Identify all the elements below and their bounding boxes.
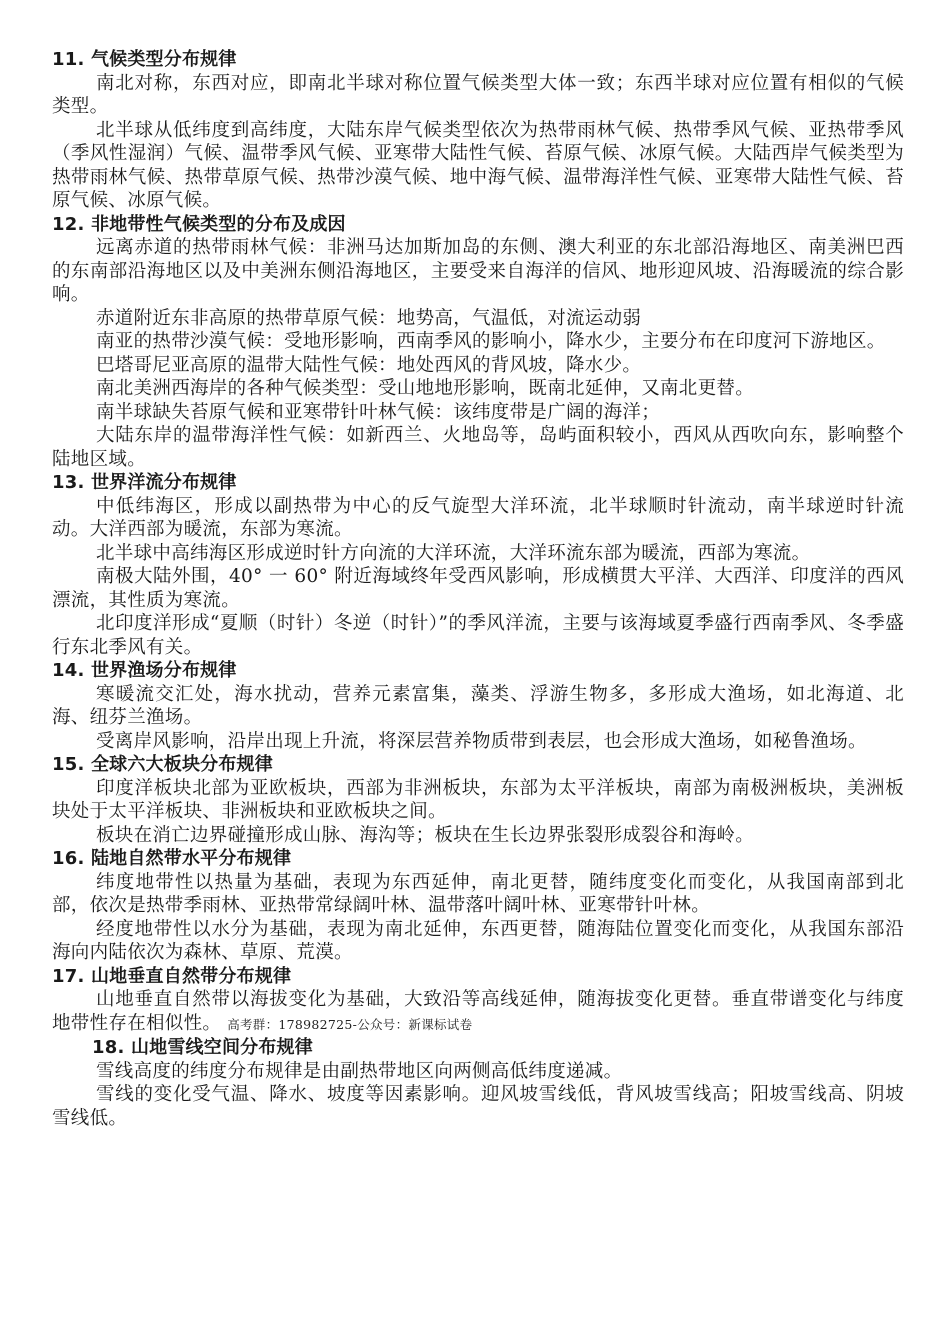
- section-title-13: 13. 世界洋流分布规律: [52, 472, 237, 493]
- paragraph: 中低纬海区，形成以副热带为中心的反气旋型大洋环流，北半球顺时针流动，南半球逆时针流动。大洋西部为暖流，东部为寒流。: [52, 495, 904, 540]
- paragraph: 北半球中高纬海区形成逆时针方向流的大洋环流，大洋环流东部为暖流，西部为寒流。: [96, 542, 811, 564]
- section-title-14: 14. 世界渔场分布规律: [52, 660, 237, 681]
- section-title-11: 11. 气候类型分布规律: [52, 49, 237, 70]
- section-title-15: 15. 全球六大板块分布规律: [52, 754, 273, 775]
- paragraph: 纬度地带性以热量为基础，表现为东西延伸，南北更替，随纬度变化而变化，从我国南部到北部，依次是热带季雨林、亚热带常绿阔叶林、温带落叶阔叶林、亚寒带针叶林。: [52, 871, 904, 916]
- paragraph: 南半球缺失苔原气候和亚寒带针叶林气候：该纬度带是广阔的海洋；: [96, 401, 661, 423]
- section-title-12: 12. 非地带性气候类型的分布及成因: [52, 213, 346, 235]
- paragraph: 寒暖流交汇处，海水扰动，营养元素富集，藻类、浮游生物多，多形成大渔场，如北海道、北海、纽芬兰渔场。: [52, 683, 904, 728]
- paragraph: 南亚的热带沙漠气候：受地形影响，西南季风的影响小，降水少，主要分布在印度河下游地区。: [96, 331, 886, 352]
- paragraph: 南北对称，东西对应，即南北半球对称位置气候类型大体一致；东西半球对应位置有相似的气候类型。: [52, 72, 904, 117]
- section-title-16: 16. 陆地自然带水平分布规律: [52, 848, 292, 869]
- paragraph: 板块在消亡边界碰撞形成山脉、海沟等；板块在生长边界张裂形成裂谷和海岭。: [96, 824, 755, 846]
- watermark-note: 高考群：178982725-公众号：新课标试卷: [227, 1016, 473, 1032]
- paragraph: 巴塔哥尼亚高原的温带大陆性气候：地处西风的背风坡，降水少。: [96, 354, 642, 376]
- paragraph: 大陆东岸的温带海洋性气候：如新西兰、火地岛等，岛屿面积较小，西风从西吹向东，影响整个陆地区域。: [52, 425, 904, 470]
- paragraph-text: 山地垂直自然带以海拔变化为基础，大致沿等高线延伸，随海拔变化更替。垂直带谱变化与纬度地带性存在相似性。: [52, 989, 904, 1034]
- paragraph: 南极大陆外围，40° 一 60° 附近海域终年受西风影响，形成横贯大平洋、大西洋、印度洋的西风漂流，其性质为寒流。: [52, 566, 904, 611]
- paragraph: 印度洋板块北部为亚欧板块，西部为非洲板块，东部为太平洋板块，南部为南极洲板块，美洲板块处于太平洋板块、非洲板块和亚欧板块之间。: [52, 777, 904, 822]
- paragraph: 受离岸风影响，沿岸出现上升流，将深层营养物质带到表层，也会形成大渔场，如秘鲁渔场。: [96, 730, 867, 752]
- paragraph: 经度地带性以水分为基础，表现为南北延伸，东西更替，随海陆位置变化而变化，从我国东部沿海向内陆依次为森林、草原、荒漠。: [52, 918, 904, 963]
- section-title-18: 18. 山地雪线空间分布规律: [92, 1037, 313, 1058]
- paragraph: 南北美洲西海岸的各种气候类型：受山地地形影响，既南北延伸，又南北更替。: [96, 378, 755, 399]
- document-body: [52, 48, 904, 1130]
- section-title-17: 17. 山地垂直自然带分布规律: [52, 965, 292, 987]
- paragraph: 雪线的变化受气温、降水、坡度等因素影响。迎风坡雪线低，背风坡雪线高；阳坡雪线高、阴坡雪线低。: [52, 1084, 904, 1129]
- paragraph: 北半球从低纬度到高纬度，大陆东岸气候类型依次为热带雨林气候、热带季风气候、亚热带季风（季风性湿润）气候、温带季风气候、亚寒带大陆性气候、苔原气候、冰原气候。大陆西岸气候类型为热带雨林气候、热带草原气候、热带沙漠气候、地中海气候、温带海洋性气候、亚寒带大陆性气候、苔原气候、冰原气候。: [52, 119, 904, 211]
- paragraph: 北印度洋形成“夏顺（时针）冬逆（时针）”的季风洋流，主要与该海域夏季盛行西南季风、冬季盛行东北季风有关。: [52, 613, 904, 658]
- paragraph: [52, 988, 904, 1036]
- paragraph: 远离赤道的热带雨林气候：非洲马达加斯加岛的东侧、澳大利亚的东北部沿海地区、南美洲巴西的东南部沿海地区以及中美洲东侧沿海地区，主要受来自海洋的信风、地形迎风坡、沿海暖流的综合影响。: [52, 237, 904, 305]
- paragraph: 雪线高度的纬度分布规律是由副热带地区向两侧高低纬度递减。: [96, 1060, 623, 1082]
- paragraph: 赤道附近东非高原的热带草原气候：地势高，气温低，对流运动弱: [96, 307, 642, 329]
